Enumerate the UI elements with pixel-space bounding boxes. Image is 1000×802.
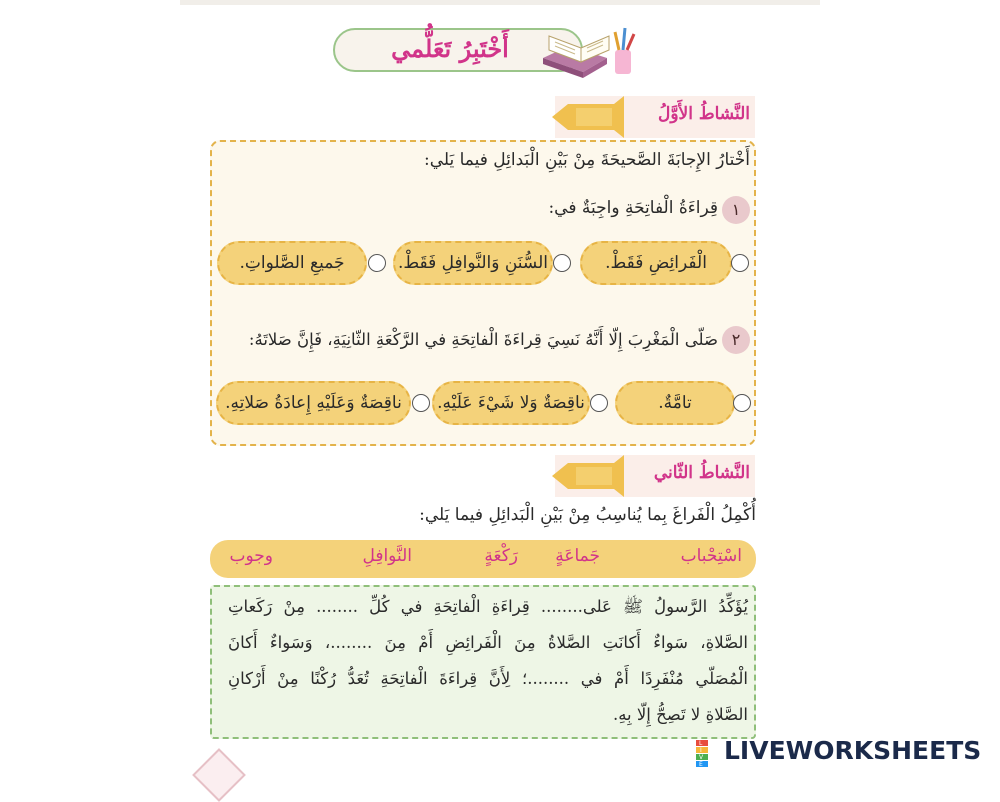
- option-deficient-nothing-due[interactable]: ناقِصَةٌ وَلا شَيْءَ عَلَيْهِ.: [432, 381, 590, 425]
- radio-button[interactable]: [731, 254, 749, 272]
- paragraph-line: الصَّلاةِ، سَواءٌ أَكانَتِ الصَّلاةُ مِنَ الْفَرائِضِ أَمْ مِنَ ........، وَسَواءٌ أَكانَ: [228, 633, 748, 652]
- word-bank-item[interactable]: النَّوافِلِ: [362, 546, 412, 566]
- option-complete[interactable]: تامَّةٌ.: [615, 381, 735, 425]
- option-sunnah-nawafil-only[interactable]: السُّنَنِ وَالنَّوافِلِ فَقَطْ.: [393, 241, 553, 285]
- activity1-title: النَّشاطُ الأَوَّلُ: [658, 104, 750, 124]
- radio-button[interactable]: [733, 394, 751, 412]
- word-bank-item[interactable]: اسْتِحْباب: [680, 546, 742, 566]
- word-bank-item[interactable]: وجوب: [229, 546, 273, 566]
- option-all-prayers[interactable]: جَميعِ الصَّلواتِ.: [217, 241, 367, 285]
- radio-button[interactable]: [412, 394, 430, 412]
- paragraph-line: الْمُصَلّي مُنْفَرِدًا أَمْ في ........؛ لِأَنَّ قِراءَةَ الْفاتِحَةِ تُعَدُّ رُكْنًا مِنْ أَرْكانِ: [228, 669, 748, 688]
- radio-button[interactable]: [553, 254, 571, 272]
- option-deficient-repeat[interactable]: ناقِصَةٌ وَعَلَيْهِ إِعادَةُ صَلاتِهِ.: [216, 381, 411, 425]
- paragraph-line: يُؤَكِّدُ الرَّسولُ ﷺ عَلى........ قِراءَةِ الْفاتِحَةِ في كُلِّ ........ مِنْ رَكَعاتِ: [228, 597, 748, 616]
- activity1-instruction: أَخْتارُ الإِجابَةَ الصَّحيحَةَ مِنْ بَيْنِ الْبَدائِلِ فيما يَلي:: [423, 150, 750, 170]
- radio-button[interactable]: [368, 254, 386, 272]
- word-bank-item[interactable]: جَماعَةٍ: [555, 546, 600, 566]
- activity2-title: النَّشاطُ الثّاني: [653, 463, 750, 483]
- corner-decoration: [192, 748, 246, 802]
- watermark-brand: LIVEWORKSHEETS: [724, 736, 982, 765]
- top-rule: [180, 0, 820, 5]
- word-bank-item[interactable]: رَكْعَةٍ: [484, 546, 518, 566]
- option-obligatory-only[interactable]: الْفَرائِضِ فَقَطْ.: [580, 241, 732, 285]
- logo-badge-letter: L: [699, 740, 703, 747]
- activity2-instruction: أُكْمِلُ الْفَراغَ بِما يُناسِبُ مِنْ بَيْنِ الْبَدائِلِ فيما يَلي:: [419, 505, 756, 525]
- radio-button[interactable]: [590, 394, 608, 412]
- question-number: ٢: [722, 326, 750, 354]
- page-title: أَخْتَبِرُ تَعَلُّمي: [391, 34, 509, 63]
- logo-badge-letter: V: [699, 754, 704, 761]
- question-text: صَلّى الْمَغْرِبَ إِلّا أَنَّهُ نَسِيَ قِراءَةَ الْفاتِحَةِ في الرَّكْعَةِ الثّانِيَةِ، فَإِنَّ صَلاتَهُ:: [248, 330, 718, 349]
- logo-badge-letter: I: [700, 747, 702, 754]
- books-pencils-icon: [535, 14, 640, 80]
- question-number: ١: [722, 196, 750, 224]
- paragraph-line: الصَّلاةِ لا تَصِحُّ إِلّا بِهِ.: [612, 705, 748, 724]
- word-bank: [210, 540, 756, 578]
- logo-badge-letter: E: [699, 761, 703, 768]
- question-text: قِراءَةُ الْفاتِحَةِ واجِبَةٌ في:: [548, 198, 718, 218]
